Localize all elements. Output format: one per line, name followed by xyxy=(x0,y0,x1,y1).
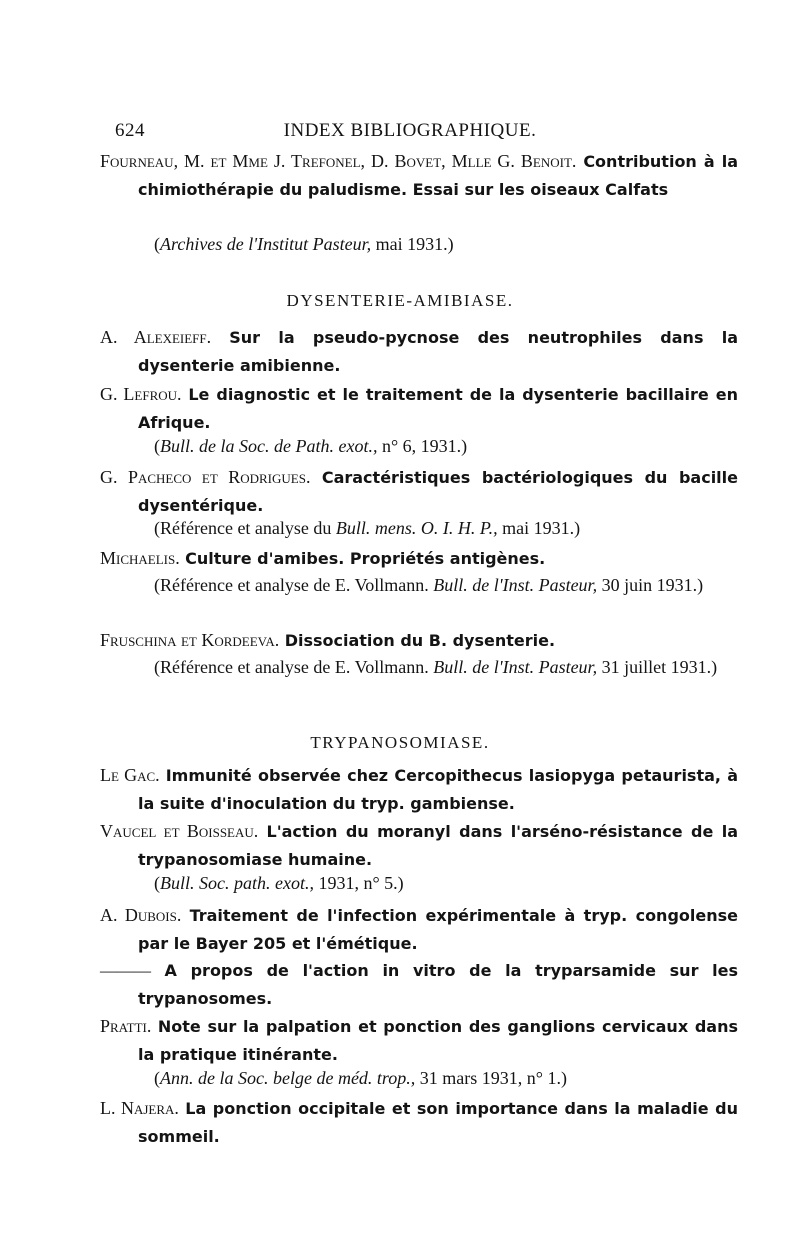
bib-entry xyxy=(100,1013,738,1069)
bib-reference: (Bull. Soc. path. exot., 1931, n° 5.) xyxy=(154,873,404,893)
entry-author: L. Najera. xyxy=(100,1098,179,1118)
bib-entry xyxy=(100,1095,738,1151)
reference-details: 1931, n° 5.) xyxy=(318,873,404,893)
entry-author: G. Lefrou. xyxy=(100,384,182,404)
page-number: 624 xyxy=(115,120,145,141)
entry-author: Vaucel et Boisseau. xyxy=(100,821,259,841)
reference-journal: Bull. de l'Inst. Pasteur, xyxy=(433,575,598,595)
entry-title: Dissociation du B. dysenterie. xyxy=(284,631,556,650)
reference-prefix: Référence et analyse de E. Vollmann. xyxy=(160,657,429,677)
entry-author: G. Pacheco et Rodrigues. xyxy=(100,467,311,487)
entry-author: A. Dubois. xyxy=(100,905,182,925)
reference-details: mai 1931.) xyxy=(502,518,581,538)
reference-details: 31 mars 1931, n° 1.) xyxy=(419,1068,567,1088)
entry-title: La ponction occipitale et son importance dans la maladie du sommeil. xyxy=(138,1099,738,1146)
reference-journal: Bull. mens. O. I. H. P., xyxy=(335,518,498,538)
reference-journal: Ann. de la Soc. belge de méd. trop., xyxy=(160,1068,416,1088)
entry-author: Le Gac. xyxy=(100,765,160,785)
entry-author-dash: ——— xyxy=(100,961,151,980)
bib-entry xyxy=(100,324,738,380)
entry-title: Note sur la palpation et ponction des ganglions cervicaux dans la pratique itinérante. xyxy=(138,1017,739,1064)
bib-reference: (Référence et analyse de E. Vollmann. Bull. de l'Inst. Pasteur, 30 juin 1931.) xyxy=(154,575,704,595)
reference-details: mai 1931.) xyxy=(375,234,454,254)
entry-author: Michaelis. xyxy=(100,548,180,568)
bib-reference: (Référence et analyse de E. Vollmann. Bull. de l'Inst. Pasteur, 31 juillet 1931.) xyxy=(154,657,718,677)
entry-title: Sur la pseudo-pycnose des neutrophiles dans la dysenterie amibienne. xyxy=(138,328,739,375)
entry-author: Fruschina et Kordeeva. xyxy=(100,630,280,650)
entry-title: Immunité observée chez Cercopithecus lasiopyga petaurista, à la suite d'inoculation du tryp. gambiense. xyxy=(138,766,738,813)
bib-entry xyxy=(100,381,738,437)
bib-entry xyxy=(100,762,738,818)
section-heading: DYSENTERIE-AMIBIASE. xyxy=(286,291,514,310)
bib-entry xyxy=(100,464,738,520)
bib-entry xyxy=(100,148,738,204)
running-head xyxy=(115,120,705,150)
entry-title: Le diagnostic et le traitement de la dysenterie bacillaire en Afrique. xyxy=(138,385,738,432)
entry-title: Caractéristiques bactériologiques du bacille dysentérique. xyxy=(138,468,738,515)
reference-journal: Archives de l'Institut Pasteur, xyxy=(160,234,372,254)
bib-entry xyxy=(100,818,738,874)
reference-prefix: Référence et analyse de E. Vollmann. xyxy=(160,575,429,595)
entry-title: L'action du moranyl dans l'arséno-résistance de la trypanosomiase humaine. xyxy=(138,822,738,869)
bib-reference: (Ann. de la Soc. belge de méd. trop., 31 mars 1931, n° 1.) xyxy=(154,1068,567,1088)
bib-reference: (Référence et analyse du Bull. mens. O. I. H. P., mai 1931.) xyxy=(154,518,581,538)
entry-title: Contribution à la chimiothérapie du paludisme. Essai sur les oiseaux Calfats xyxy=(138,152,738,199)
section-heading: TRYPANOSOMIASE. xyxy=(310,733,490,752)
reference-details: 30 juin 1931.) xyxy=(601,575,704,595)
entry-author: Fourneau, M. et Mme J. Trefonel, D. Bovet, Mlle G. Benoit. xyxy=(100,151,577,171)
entry-title: A propos de l'action in vitro de la tryparsamide sur les trypanosomes. xyxy=(138,961,739,1008)
bib-entry xyxy=(100,627,738,655)
entry-author: A. Alexeieff. xyxy=(100,327,212,347)
entry-title: Traitement de l'infection expérimentale à tryp. congolense par le Bayer 205 et l'émétique. xyxy=(138,906,738,953)
bib-entry xyxy=(100,902,738,958)
running-title: INDEX BIBLIOGRAPHIQUE. xyxy=(283,120,537,141)
reference-details: n° 6, 1931.) xyxy=(381,436,468,456)
bib-entry xyxy=(100,957,738,1013)
reference-journal: Bull. Soc. path. exot., xyxy=(160,873,314,893)
bib-reference: (Archives de l'Institut Pasteur, mai 1931.) xyxy=(154,234,454,254)
reference-details: 31 juillet 1931.) xyxy=(601,657,718,677)
reference-prefix: Référence et analyse du xyxy=(160,518,332,538)
bib-entry xyxy=(100,545,738,573)
reference-journal: Bull. de la Soc. de Path. exot., xyxy=(160,436,378,456)
reference-journal: Bull. de l'Inst. Pasteur, xyxy=(433,657,598,677)
bib-reference: (Bull. de la Soc. de Path. exot., n° 6, 1931.) xyxy=(154,436,468,456)
entry-title: Culture d'amibes. Propriétés antigènes. xyxy=(185,549,546,568)
entry-author: Pratti. xyxy=(100,1016,152,1036)
